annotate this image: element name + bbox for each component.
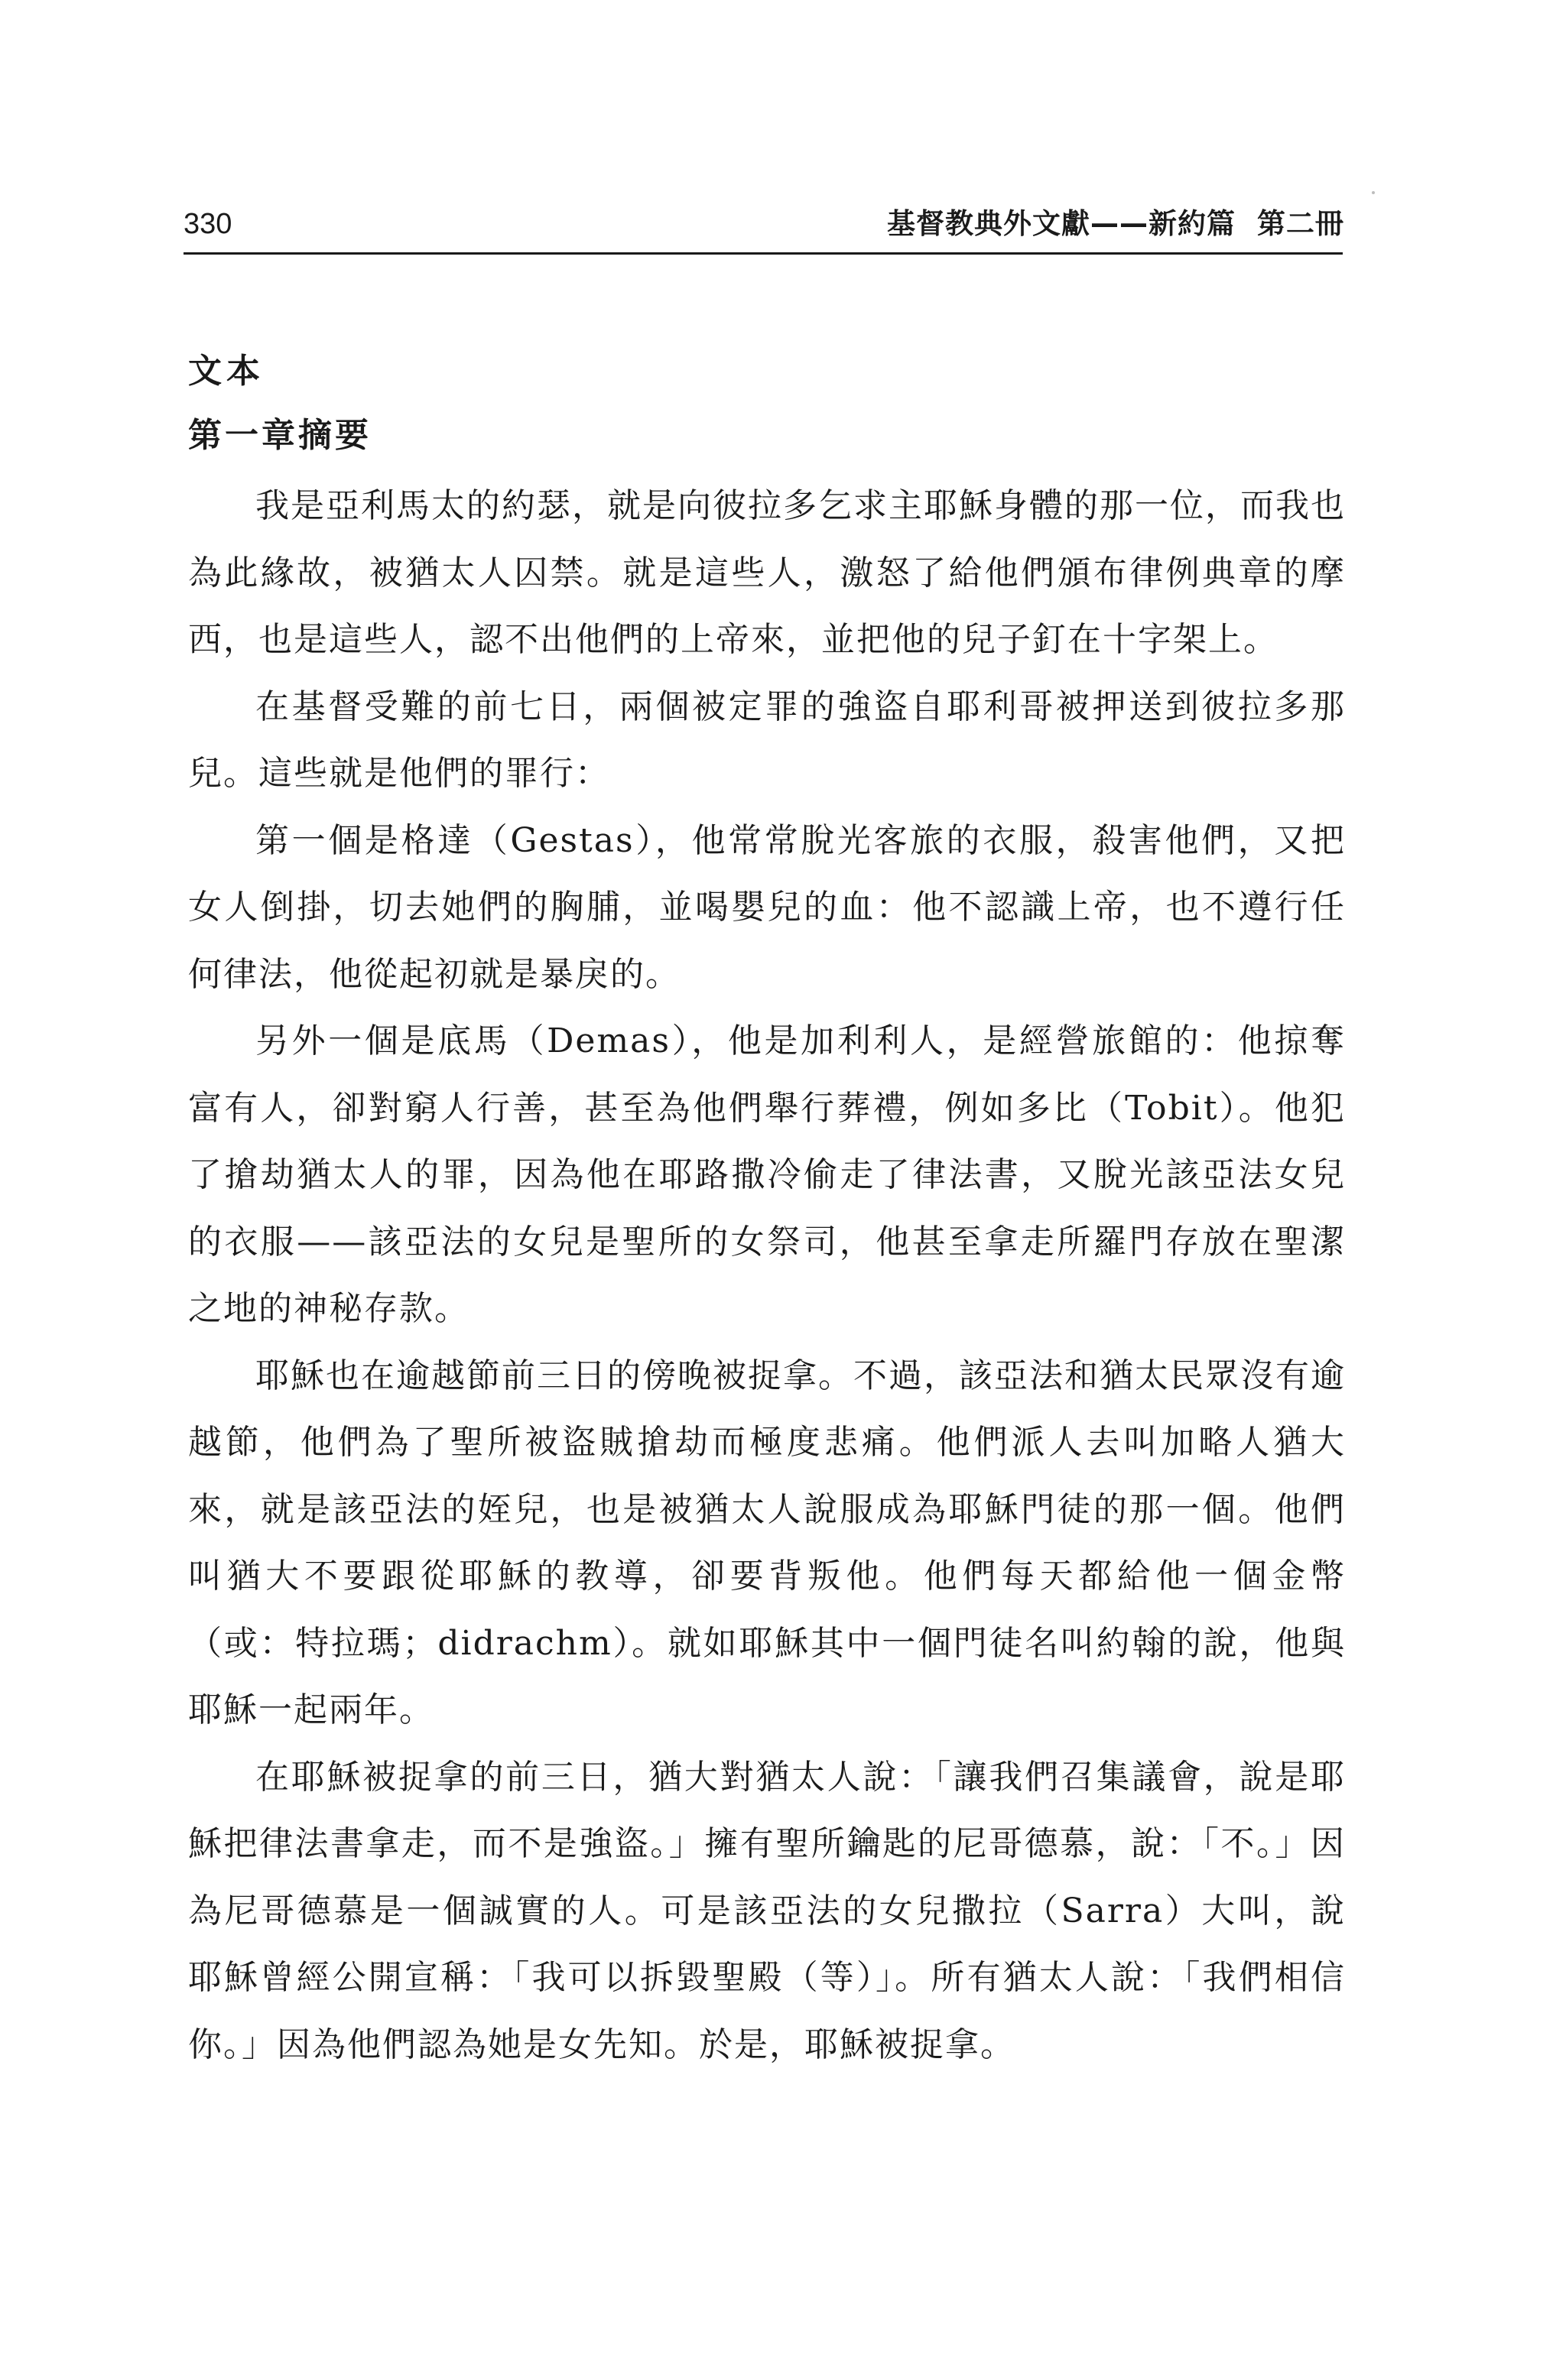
book-title: 基督教典外文獻——新約篇 xyxy=(887,207,1236,240)
body-text xyxy=(188,472,1346,2078)
header-rule xyxy=(184,252,1343,255)
paragraph-4: 另外一個是底馬（Demas），他是加利利人，是經營旅館的：他掠奪富有人，卻對窮人行善，甚至為他們舉行葬禮，例如多比（Tobit）。他犯了搶劫猶太人的罪，因為他在耶路撒冷偷走了律法書，又脫光該亞法女兒的衣服——該亞法的女兒是聖所的女祭司，他甚至拿走所羅門存放在聖潔之地的神秘存款。 xyxy=(188,1021,1346,1328)
scan-speck xyxy=(1372,191,1375,194)
chapter-title: 第一章摘要 xyxy=(188,416,372,455)
volume-label: 第二冊 xyxy=(1257,207,1344,240)
page-number: 330 xyxy=(184,208,232,240)
section-title: 文本 xyxy=(188,352,265,391)
running-header xyxy=(887,205,1344,243)
paragraph-2: 在基督受難的前七日，兩個被定罪的強盜自耶利哥被押送到彼拉多那兒。這些就是他們的罪行： xyxy=(188,687,1346,793)
paragraph-1: 我是亞利馬太的約瑟，就是向彼拉多乞求主耶穌身體的那一位，而我也為此緣故，被猶太人囚禁。就是這些人，激怒了給他們頒布律例典章的摩西，也是這些人，認不出他們的上帝來，並把他的兒子釘在十字架上。 xyxy=(188,486,1346,659)
paragraph-6: 在耶穌被捉拿的前三日，猶大對猶太人說：「讓我們召集議會，說是耶穌把律法書拿走，而不是強盜。」擁有聖所鑰匙的尼哥德慕，說：「不。」因為尼哥德慕是一個誠實的人。可是該亞法的女兒撒拉（Sarra）大叫，說耶穌曾經公開宣稱：「我可以拆毀聖殿（等）」。所有猶太人說：「我們相信你。」因為他們認為她是女先知。於是，耶穌被捉拿。 xyxy=(188,1757,1346,2064)
paragraph-5: 耶穌也在逾越節前三日的傍晚被捉拿。不過，該亞法和猶太民眾沒有逾越節，他們為了聖所被盜賊搶劫而極度悲痛。他們派人去叫加略人猶大來，就是該亞法的姪兒，也是被猶太人說服成為耶穌門徒的那一個。他們叫猶大不要跟從耶穌的教導，卻要背叛他。他們每天都給他一個金幣（或：特拉瑪；didrachm）。就如耶穌其中一個門徒名叫約翰的說，他與耶穌一起兩年。 xyxy=(188,1356,1346,1729)
paragraph-3: 第一個是格達（Gestas），他常常脫光客旅的衣服，殺害他們，又把女人倒掛，切去她們的胸脯，並喝嬰兒的血：他不認識上帝，也不遵行任何律法，他從起初就是暴戾的。 xyxy=(188,820,1346,994)
